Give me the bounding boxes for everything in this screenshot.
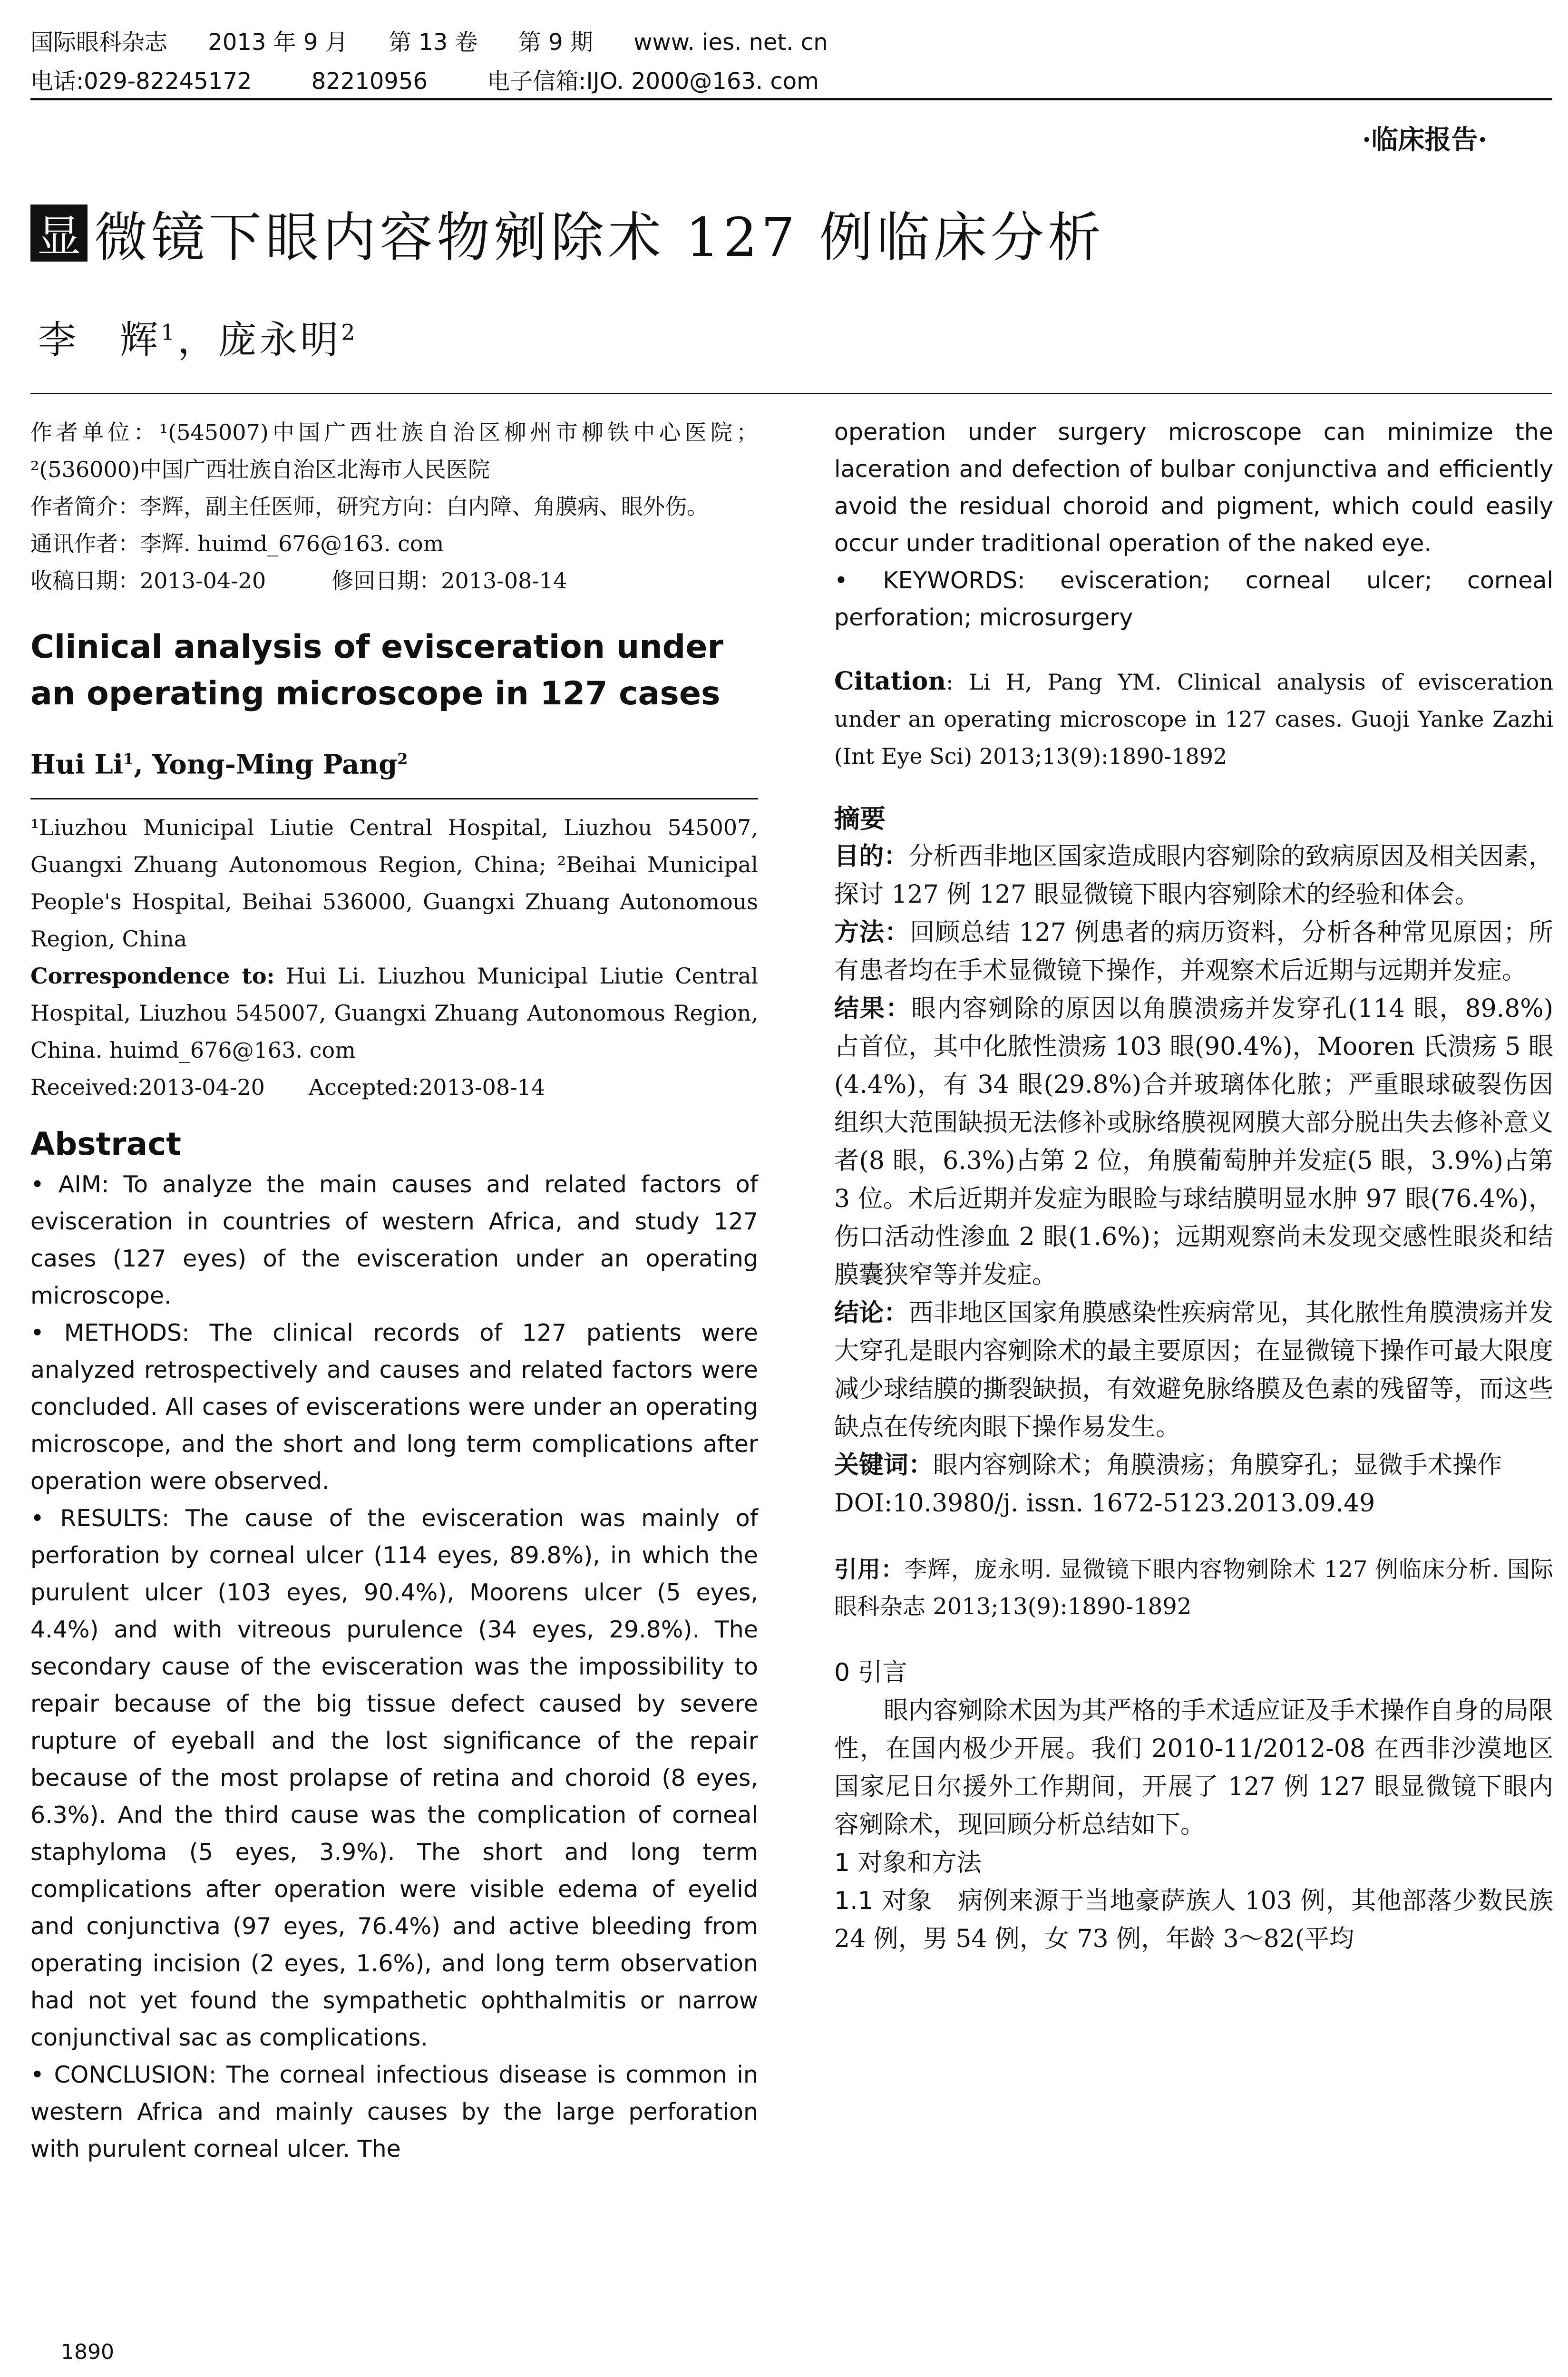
citation-cn <box>834 1551 1553 1625</box>
section-intro-text: 眼内容剜除术因为其严格的手术适应证及手术操作自身的局限性，在国内极少开展。我们 2010-11/2012-08 在西非沙漠地区国家尼日尔援外工作期间，开展了 127 例 127 眼显微镜下眼内容剜除术，现回顾分析总结如下。 <box>834 1696 1553 1839</box>
abstract-cn-methods <box>834 914 1553 990</box>
keywords-en: • KEYWORDS: evisceration; corneal ulcer; corneal perforation; microsurgery <box>834 567 1553 631</box>
author-intro: 作者简介：李辉，副主任医师，研究方向：白内障、角膜病、眼外伤。 <box>30 494 709 519</box>
aim-label: 目的： <box>834 842 909 871</box>
page-number: 1890 <box>61 2340 114 2364</box>
title-initial-mark: 显 <box>30 205 88 262</box>
english-title: Clinical analysis of evisceration under an operating microscope in 127 cases <box>30 628 723 712</box>
volume: 第 13 卷 <box>389 29 478 56</box>
abstract-cn-heading: 摘要 <box>834 803 886 834</box>
citation-text: : Li H, Pang YM. Clinical analysis of evisceration under an operating microscope in 127 cases. Guoji Yanke Zazhi (Int Eye Sci) 2013;13(9):1890-1892 <box>834 669 1553 769</box>
phone: 电话:029-82245172 <box>30 68 252 95</box>
left-column <box>30 414 758 2168</box>
email: 电子信箱:IJO. 2000@163. com <box>487 68 819 95</box>
abstract-results: • RESULTS: The cause of the evisceration was mainly of perforation by corneal ulcer (114 eyes, 89.8%), in which the purulent ulcer (103 eyes, 90.4%), Moorens ulcer (5 eyes, 4.4%) and with vitreous purulence (34 eyes, 29.8%). The secondary cause of the evisceration was the impossibility to repair because of the big tissue defect caused by severe rupture of eyeball and the lost significance of the repair because of the most prolapse of retina and choroid (8 eyes, 6.3%). And the third cause was the complication of corneal staphyloma (5 eyes, 3.9%). The short and long term complications after operation were visible edema of eyelid and conjunctiva (97 eyes, 76.4%) and active bleeding from operating incision (2 eyes, 1.6%), and long term observation had not yet found the sympathetic ophthalmitis or narrow conjunctival sac as complications. <box>30 1504 758 2051</box>
correspondence <box>30 957 758 1069</box>
methods-label: 方法： <box>834 918 910 947</box>
phone-2: 82210956 <box>311 68 428 95</box>
methods-text: 回顾总结 127 例患者的病历资料，分析各种常见原因；所有患者均在手术显微镜下操作，并观察术后近期与远期并发症。 <box>834 918 1553 985</box>
website-link[interactable]: www. ies. net. cn <box>633 29 828 56</box>
journal-header-line2 <box>30 63 871 96</box>
author-1: 李 辉 <box>38 318 161 362</box>
received-dates-cn: 收稿日期：2013-04-20 修回日期：2013-08-14 <box>30 568 567 594</box>
header-rule <box>30 98 1552 100</box>
english-authors <box>30 740 758 784</box>
eng-author-sep: , <box>134 749 153 780</box>
aim-text: 分析西非地区国家造成眼内容剜除的致病原因及相关因素，探讨 127 例 127 眼显微镜下眼内容剜除术的经验和体会。 <box>834 842 1553 909</box>
keywords-cn <box>834 1446 1553 1484</box>
eng-author-2-sup: 2 <box>397 750 408 768</box>
results-label: 结果： <box>834 994 912 1023</box>
author-sep: ， <box>177 318 219 362</box>
received-accepted: Received:2013-04-20 Accepted:2013-08-14 <box>30 1074 545 1100</box>
conclusion-continued: operation under surgery microscope can minimize the laceration and defection of bulbar conjunctiva and efficiently avoid the residual choroid and pigment, which could easily occur under traditional operation of the naked eye. <box>834 419 1553 557</box>
author-2-sup: 2 <box>341 319 358 345</box>
abstract-cn-conclusion <box>834 1294 1553 1446</box>
issue-number: 第 9 期 <box>518 29 593 56</box>
abstract-cn-aim <box>834 838 1553 914</box>
author-1-sup: 1 <box>161 319 178 345</box>
title-text: 微镜下眼内容物剜除术 127 例临床分析 <box>94 206 1105 269</box>
issue-date: 2013 年 9 月 <box>208 29 348 56</box>
section-1-heading: 1 对象和方法 <box>834 1849 982 1877</box>
eng-author-2: Yong-Ming Pang <box>152 749 398 780</box>
right-column <box>834 414 1553 1958</box>
citation-label: Citation <box>834 667 946 696</box>
abstract-cn-results <box>834 990 1553 1294</box>
abstract-aim: • AIM: To analyze the main causes and related factors of evisceration in countries of western Africa, and study 127 cases (127 eyes) of the evisceration under an operating microscope. <box>30 1170 758 1309</box>
section-1-1-label: 1.1 对象 <box>834 1887 933 1915</box>
keywords-label: 关键词： <box>834 1451 934 1480</box>
eng-author-1: Hui Li <box>30 749 124 780</box>
results-text: 眼内容剜除的原因以角膜溃疡并发穿孔(114 眼，89.8%)占首位，其中化脓性溃疡 103 眼(90.4%)，Mooren 氏溃疡 5 眼(4.4%)，有 34 眼(29.8%)合并玻璃体化脓；严重眼球破裂伤因组织大范围缺损无法修补或脉络膜视网膜大部分脱出失去修补意义者(8 眼，6.3%)占第 2 位，角膜葡萄肿并发症(5 眼，3.9%)占第 3 位。术后近期并发症为眼睑与球结膜明显水肿 97 眼(76.4%)，伤口活动性渗血 2 眼(1.6%)；远期观察尚未发现交感性眼炎和结膜囊狭窄等并发症。 <box>834 994 1553 1289</box>
author-2: 庞永明 <box>218 318 341 362</box>
affiliation-rule <box>30 798 758 799</box>
doi: DOI:10.3980/j. issn. 1672-5123.2013.09.49 <box>834 1489 1375 1518</box>
keywords-text: 眼内容剜除术；角膜溃疡；角膜穿孔；显微手术操作 <box>933 1451 1502 1480</box>
conclusion-text: 西非地区国家角膜感染性疾病常见，其化脓性角膜溃疡并发大穿孔是眼内容剜除术的最主要原因；在显微镜下操作可最大限度减少球结膜的撕裂缺损，有效避免脉络膜及色素的残留等，而这些缺点在传统肉眼下操作易发生。 <box>834 1299 1553 1442</box>
corresponding-author: 通讯作者：李辉. huimd_676@163. com <box>30 531 444 556</box>
author-units: 作者单位：¹(545007)中国广西壮族自治区柳州市柳铁中心医院；²(536000)中国广西壮族自治区北海市人民医院 <box>30 419 758 482</box>
abstract-heading: Abstract <box>30 1125 181 1162</box>
section-intro-heading: 0 引言 <box>834 1658 907 1687</box>
correspondence-label: Correspondence to: <box>30 963 275 989</box>
article-title <box>30 200 1105 269</box>
correspondence-text: Hui Li. Liuzhou Municipal Liutie Central Hospital, Liuzhou 545007, Guangxi Zhuang Autonomous Region, China. huimd_676@163. com <box>30 963 759 1063</box>
authors-cn <box>38 309 358 364</box>
affiliations: ¹Liuzhou Municipal Liutie Central Hospital, Liuzhou 545007, Guangxi Zhuang Autonomous Region, China; ²Beihai Municipal People's Hospital, Beihai 536000, Guangxi Zhuang Autonomous Region, China <box>30 814 758 952</box>
citation-cn-text: 李辉，庞永明. 显微镜下眼内容物剜除术 127 例临床分析. 国际眼科杂志 2013;13(9):1890-1892 <box>834 1556 1553 1620</box>
section-1-1-text: 病例来源于当地豪萨族人 103 例，其他部落少数民族 24 例，男 54 例，女 73 例，年龄 3～82(平均 <box>834 1887 1554 1953</box>
section-tag: ·临床报告· <box>1362 124 1487 156</box>
journal-name: 国际眼科杂志 <box>30 29 168 56</box>
eng-author-1-sup: 1 <box>123 750 134 768</box>
abstract-conclusion: • CONCLUSION: The corneal infectious disease is common in western Africa and mainly causes by the large perforation with purulent corneal ulcer. The <box>30 2061 758 2163</box>
citation-en <box>834 663 1553 775</box>
conclusion-label: 结论： <box>834 1298 909 1327</box>
citation-cn-label: 引用： <box>834 1556 905 1583</box>
authors-rule <box>30 393 1552 394</box>
journal-header-line1 <box>30 24 861 57</box>
section-1-1 <box>834 1882 1553 1958</box>
abstract-methods: • METHODS: The clinical records of 127 patients were analyzed retrospectively and causes and related factors were concluded. All cases of eviscerations were under an operating microscope, and the short and long term complications after operation were observed. <box>30 1319 758 1495</box>
